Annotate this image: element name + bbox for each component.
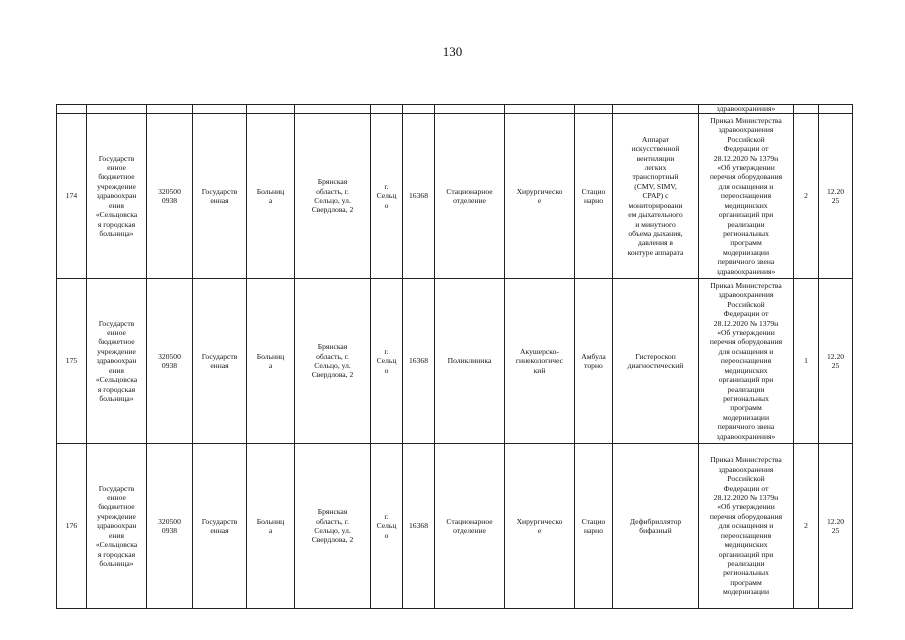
cell-profile: Акушерско- гинекологичес кий [505, 279, 575, 444]
cell-city: г. Сельц о [371, 114, 403, 279]
cell-city: г. Сельц о [371, 444, 403, 609]
cell-code: 320500 0938 [147, 444, 193, 609]
cell-unit: Стационарное отделение [435, 114, 505, 279]
cell-profile: Хирургическо е [505, 444, 575, 609]
cell-date: 12.20 25 [819, 444, 853, 609]
cell-date: 12.20 25 [819, 279, 853, 444]
cell-equipment: Аппарат искусственной вентиляции легких транспортный (CMV, SIMV, CPAP) с мониторировани ем дыхательного и минутного объема дыхания, давления в контуре аппарата [613, 114, 699, 279]
cell-ownership-form: Государств енная [193, 444, 247, 609]
cell-empty [247, 105, 295, 114]
cell-law: Приказ Министерства здравоохранения Российской Федерации от 28.12.2020 № 1379н «Об утверждении перечня оборудования для оснащения и переоснащения медицинских организаций при реализации региональных программ модернизации первичного звена здравоохранения» [699, 279, 794, 444]
cell-empty [371, 105, 403, 114]
cell-condition: Амбула торно [575, 279, 613, 444]
cell-empty [193, 105, 247, 114]
cell-code: 320500 0938 [147, 279, 193, 444]
cell-empty [57, 105, 87, 114]
cell-empty [147, 105, 193, 114]
cell-empty [575, 105, 613, 114]
cell-equipment: Дефибриллятор бифазный [613, 444, 699, 609]
cell-number: 175 [57, 279, 87, 444]
cell-equipment: Гистероскоп диагностический [613, 279, 699, 444]
cell-law-continued: здравоохранения» [699, 105, 794, 114]
cell-law: Приказ Министерства здравоохранения Российской Федерации от 28.12.2020 № 1379н «Об утверждении перечня оборудования для оснащения и переоснащения медицинских организаций при реализации региональных программ модернизации первичного звена здравоохранения» [699, 114, 794, 279]
cell-facility-type: Больниц а [247, 114, 295, 279]
cell-ownership-form: Государств енная [193, 114, 247, 279]
cell-quantity: 2 [794, 444, 819, 609]
table-row [57, 114, 853, 279]
cell-condition: Стацио нарно [575, 444, 613, 609]
cell-organization: Государств енное бюджетное учреждение здравоохран ения «Сельцовска я городская больница» [87, 279, 147, 444]
cell-empty [819, 105, 853, 114]
cell-empty [403, 105, 435, 114]
cell-profile: Хирургическо е [505, 114, 575, 279]
table-row [57, 279, 853, 444]
cell-unit: Поликлиника [435, 279, 505, 444]
cell-oktmo: 16368 [403, 444, 435, 609]
cell-condition: Стацио нарно [575, 114, 613, 279]
cell-number: 176 [57, 444, 87, 609]
table-row-continued [57, 105, 853, 114]
cell-empty [613, 105, 699, 114]
cell-unit: Стационарное отделение [435, 444, 505, 609]
table-row [57, 444, 853, 609]
cell-empty [295, 105, 371, 114]
page-number: 130 [442, 44, 463, 59]
equipment-table [56, 104, 853, 609]
cell-city: г. Сельц о [371, 279, 403, 444]
cell-empty [87, 105, 147, 114]
cell-address: Брянская область, г. Сельцо, ул. Свердлова, 2 [295, 444, 371, 609]
cell-facility-type: Больниц а [247, 444, 295, 609]
cell-organization: Государств енное бюджетное учреждение здравоохран ения «Сельцовска я городская больница» [87, 444, 147, 609]
cell-facility-type: Больниц а [247, 279, 295, 444]
cell-address: Брянская область, г. Сельцо, ул. Свердлова, 2 [295, 114, 371, 279]
cell-ownership-form: Государств енная [193, 279, 247, 444]
cell-law: Приказ Министерства здравоохранения Российской Федерации от 28.12.2020 № 1379н «Об утверждении перечня оборудования для оснащения и переоснащения медицинских организаций при реализации региональных программ модернизации [699, 444, 794, 609]
cell-code: 320500 0938 [147, 114, 193, 279]
cell-quantity: 1 [794, 279, 819, 444]
cell-quantity: 2 [794, 114, 819, 279]
cell-number: 174 [57, 114, 87, 279]
cell-oktmo: 16368 [403, 279, 435, 444]
cell-empty [435, 105, 505, 114]
cell-address: Брянская область, г. Сельцо, ул. Свердлова, 2 [295, 279, 371, 444]
cell-organization: Государств енное бюджетное учреждение здравоохран ения «Сельцовска я городская больница» [87, 114, 147, 279]
cell-oktmo: 16368 [403, 114, 435, 279]
cell-empty [794, 105, 819, 114]
cell-date: 12.20 25 [819, 114, 853, 279]
cell-empty [505, 105, 575, 114]
